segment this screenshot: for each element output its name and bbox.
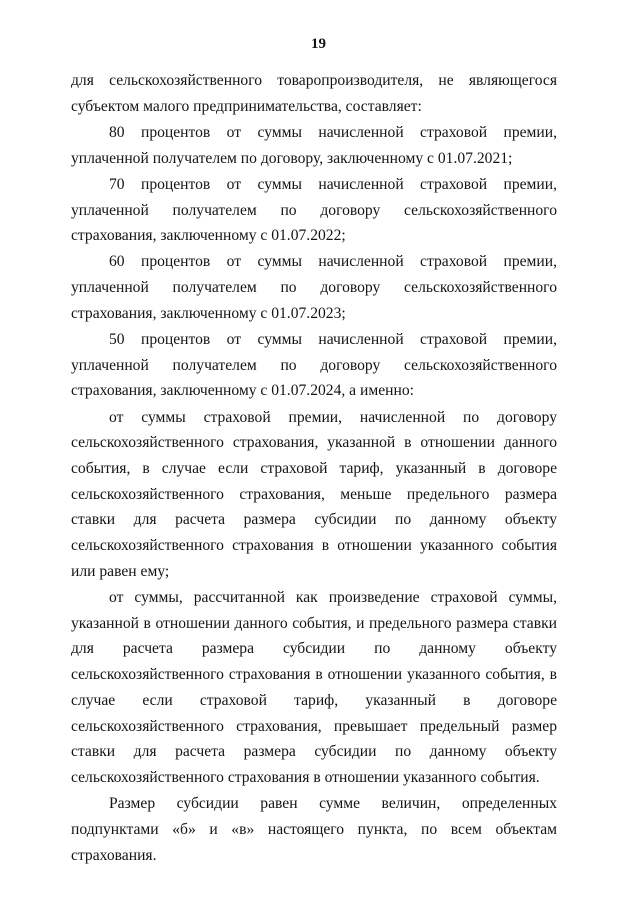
paragraph-sum-basis: от суммы, рассчитанной как произведение страховой суммы, указанной в отношении данного события, и предельного размера ставки для расчета размера субсидии по данному объекту сельскохозяйственного страхования в отношении указанного события, в случае если страховой тариф, указанный в договоре сельскохозяйственного страхования, превышает предельный размер ставки для расчета размера субсидии по данному объекту сельскохозяйственного страхования в отношении указанного события. [71, 589, 557, 786]
paragraph-intro: для сельскохозяйственного товаропроизводителя, не являющегося субъектом малого предпринимательства, составляет: [71, 72, 557, 115]
document-body [71, 68, 557, 868]
paragraph-60-percent: 60 процентов от суммы начисленной страховой премии, уплаченной получателем по договору сельскохозяйственного страхования, заключенному с 01.07.2023; [71, 253, 557, 322]
paragraph-subsidy-total: Размер субсидии равен сумме величин, определенных подпунктами «б» и «в» настоящего пункта, по всем объектам страхования. [71, 795, 557, 864]
page-number: 19 [311, 36, 326, 52]
paragraph-70-percent: 70 процентов от суммы начисленной страховой премии, уплаченной получателем по договору сельскохозяйственного страхования, заключенному с 01.07.2022; [71, 175, 557, 245]
paragraph-premium-basis: от суммы страховой премии, начисленной по договору сельскохозяйственного страхования, указанной в отношении данного события, в случае если страховой тариф, указанный в договоре сельскохозяйственного страхования, меньше предельного размера ставки для расчета размера субсидии по данному объекту сельскохозяйственного страхования в отношении указанного события или равен ему; [71, 408, 557, 580]
paragraph-50-percent: 50 процентов от суммы начисленной страховой премии, уплаченной получателем по договору сельскохозяйственного страхования, заключенному с 01.07.2024, а именно: [71, 331, 557, 400]
paragraph-80-percent: 80 процентов от суммы начисленной страховой премии, уплаченной получателем по договору, заключенному с 01.07.2021; [71, 123, 557, 167]
